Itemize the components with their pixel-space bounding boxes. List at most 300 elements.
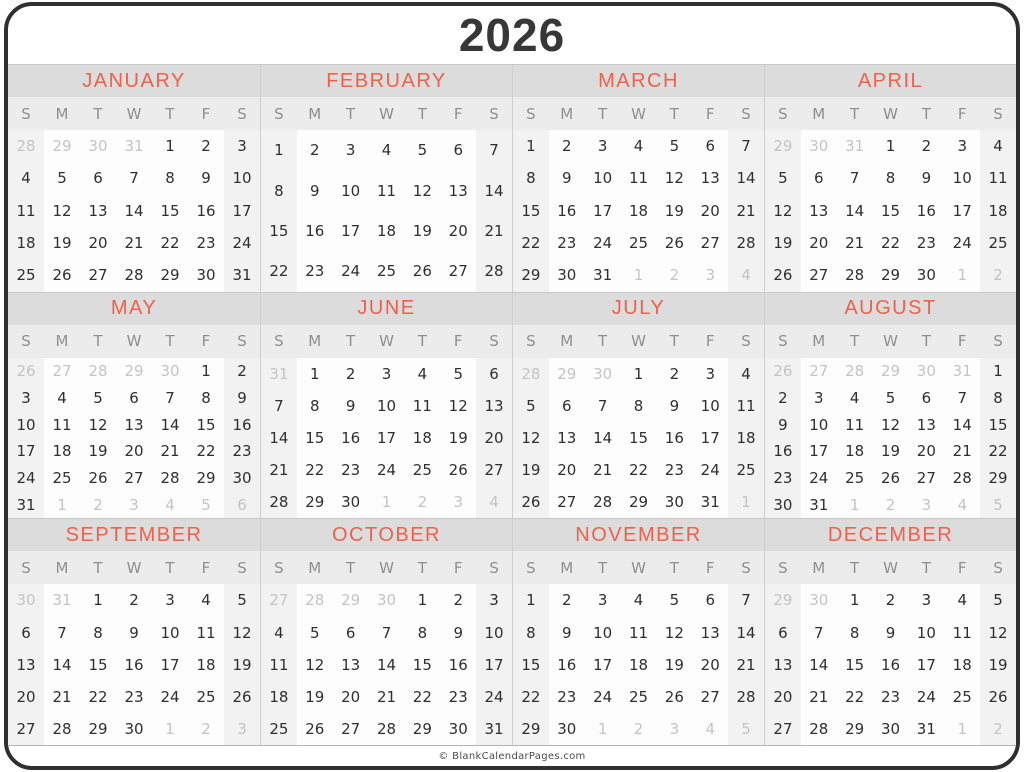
day-cell: 10 xyxy=(944,162,980,194)
day-cell-adjacent-month: 30 xyxy=(8,584,44,616)
day-cell: 1 xyxy=(621,358,657,390)
week-row xyxy=(765,492,1016,519)
day-cell: 26 xyxy=(656,227,692,259)
weekday-label: T xyxy=(669,332,679,351)
day-cell: 5 xyxy=(765,162,801,194)
day-cell-adjacent-month: 27 xyxy=(44,358,80,385)
day-cell: 11 xyxy=(944,616,980,648)
day-cell-adjacent-month: 5 xyxy=(188,492,224,519)
weekday-label: M xyxy=(55,332,69,351)
weekday-label: S xyxy=(993,104,1003,123)
day-cell: 18 xyxy=(188,649,224,681)
day-cell: 27 xyxy=(692,227,728,259)
weekday-label: S xyxy=(274,104,284,123)
day-cell: 1 xyxy=(837,584,873,616)
day-cell-adjacent-month: 1 xyxy=(621,259,657,291)
day-cell: 22 xyxy=(188,438,224,465)
day-cell: 15 xyxy=(837,649,873,681)
day-cell: 1 xyxy=(980,358,1016,385)
day-cell: 18 xyxy=(8,227,44,259)
day-cell: 17 xyxy=(944,195,980,227)
day-cell: 4 xyxy=(44,384,80,411)
day-cell: 1 xyxy=(873,130,909,162)
day-cell: 14 xyxy=(261,422,297,454)
day-cell: 26 xyxy=(224,681,260,713)
day-cell: 6 xyxy=(476,358,512,390)
day-cell: 11 xyxy=(621,616,657,648)
weekday-header-row xyxy=(765,325,1016,358)
day-cell: 30 xyxy=(549,713,585,745)
weekday-label: S xyxy=(526,332,536,351)
week-row xyxy=(261,358,512,390)
day-cell: 4 xyxy=(837,384,873,411)
month-panel xyxy=(8,518,260,745)
weekday-label: S xyxy=(274,332,284,351)
day-cell: 25 xyxy=(404,454,440,486)
day-cell: 3 xyxy=(908,584,944,616)
day-cell: 29 xyxy=(152,259,188,291)
day-cell: 13 xyxy=(765,649,801,681)
day-cell: 30 xyxy=(656,486,692,518)
month-name: AUGUST xyxy=(844,297,937,320)
week-row xyxy=(765,259,1016,291)
week-row xyxy=(513,227,764,259)
day-cell: 24 xyxy=(333,251,369,291)
day-cell-adjacent-month: 31 xyxy=(261,358,297,390)
weekday-header-row xyxy=(261,551,512,584)
day-cell: 24 xyxy=(224,227,260,259)
day-cell: 6 xyxy=(692,584,728,616)
day-cell: 22 xyxy=(80,681,116,713)
day-cell: 28 xyxy=(44,713,80,745)
title-bar xyxy=(8,6,1016,64)
day-cell: 7 xyxy=(152,384,188,411)
weekday-label: S xyxy=(741,104,751,123)
week-row xyxy=(513,713,764,745)
day-cell: 30 xyxy=(765,492,801,519)
week-row xyxy=(261,130,512,170)
day-cell: 10 xyxy=(476,616,512,648)
day-cell: 20 xyxy=(333,681,369,713)
day-cell: 16 xyxy=(333,422,369,454)
day-cell: 2 xyxy=(440,584,476,616)
week-row xyxy=(261,616,512,648)
day-cell: 8 xyxy=(980,384,1016,411)
day-cell: 4 xyxy=(8,162,44,194)
day-cell: 18 xyxy=(944,649,980,681)
weekday-label: T xyxy=(921,558,931,577)
day-cell: 24 xyxy=(692,454,728,486)
week-row xyxy=(8,384,260,411)
day-cell: 19 xyxy=(656,649,692,681)
weekday-label: W xyxy=(379,332,394,351)
day-cell: 25 xyxy=(261,713,297,745)
day-cell: 22 xyxy=(513,227,549,259)
weekday-label: T xyxy=(346,104,356,123)
day-cell: 12 xyxy=(873,411,909,438)
weekday-label: W xyxy=(883,332,898,351)
day-cell-adjacent-month: 1 xyxy=(728,486,764,518)
day-cell: 2 xyxy=(333,358,369,390)
day-cell-adjacent-month: 2 xyxy=(404,486,440,518)
day-cell: 1 xyxy=(513,130,549,162)
day-cell: 21 xyxy=(116,227,152,259)
month-panel xyxy=(512,292,764,519)
weekday-label: W xyxy=(379,558,394,577)
day-cell: 19 xyxy=(980,649,1016,681)
month-header xyxy=(765,65,1016,97)
page-title: 2026 xyxy=(458,9,566,61)
day-cell: 6 xyxy=(116,384,152,411)
weekday-label: T xyxy=(346,332,356,351)
day-cell: 28 xyxy=(728,681,764,713)
day-cell: 10 xyxy=(585,616,621,648)
weekday-header-row xyxy=(8,551,260,584)
week-row xyxy=(8,162,260,194)
day-cell-adjacent-month: 1 xyxy=(152,713,188,745)
day-cell: 7 xyxy=(116,162,152,194)
day-cell: 23 xyxy=(224,438,260,465)
day-cell: 29 xyxy=(837,713,873,745)
weekday-label: T xyxy=(165,332,175,351)
day-cell: 19 xyxy=(440,422,476,454)
month-panel xyxy=(512,518,764,745)
week-row xyxy=(8,411,260,438)
day-cell: 3 xyxy=(585,584,621,616)
week-row xyxy=(513,486,764,518)
day-cell: 27 xyxy=(116,465,152,492)
day-cell: 10 xyxy=(369,390,405,422)
week-row xyxy=(513,422,764,454)
day-cell: 13 xyxy=(549,422,585,454)
day-cell: 10 xyxy=(801,411,837,438)
day-cell: 26 xyxy=(80,465,116,492)
day-cell: 31 xyxy=(8,492,44,519)
day-cell: 7 xyxy=(369,616,405,648)
month-name: OCTOBER xyxy=(331,523,442,546)
weekday-header-row xyxy=(8,325,260,358)
month-grid xyxy=(765,130,1016,292)
weekday-header-row xyxy=(261,325,512,358)
weekday-header-row xyxy=(8,97,260,130)
week-row xyxy=(261,713,512,745)
weekday-label: T xyxy=(921,332,931,351)
day-cell: 12 xyxy=(656,162,692,194)
day-cell: 24 xyxy=(369,454,405,486)
week-row xyxy=(765,358,1016,385)
day-cell: 7 xyxy=(944,384,980,411)
day-cell: 4 xyxy=(944,584,980,616)
week-row xyxy=(8,584,260,616)
month-panel xyxy=(764,65,1016,292)
weekday-label: W xyxy=(883,558,898,577)
day-cell: 21 xyxy=(369,681,405,713)
day-cell: 5 xyxy=(656,584,692,616)
month-grid xyxy=(8,130,260,292)
month-header xyxy=(8,519,260,551)
day-cell: 30 xyxy=(116,713,152,745)
day-cell: 5 xyxy=(980,584,1016,616)
day-cell: 6 xyxy=(801,162,837,194)
week-row xyxy=(8,713,260,745)
weekday-label: T xyxy=(598,558,608,577)
weekday-label: T xyxy=(598,104,608,123)
day-cell: 9 xyxy=(224,384,260,411)
day-cell: 2 xyxy=(765,384,801,411)
day-cell: 12 xyxy=(80,411,116,438)
day-cell-adjacent-month: 3 xyxy=(908,492,944,519)
day-cell: 30 xyxy=(333,486,369,518)
day-cell: 14 xyxy=(152,411,188,438)
day-cell: 28 xyxy=(369,713,405,745)
weekday-label: F xyxy=(201,558,211,577)
day-cell: 11 xyxy=(44,411,80,438)
day-cell: 17 xyxy=(476,649,512,681)
day-cell: 8 xyxy=(513,616,549,648)
day-cell: 24 xyxy=(152,681,188,713)
weekday-label: F xyxy=(705,558,715,577)
day-cell-adjacent-month: 1 xyxy=(837,492,873,519)
day-cell: 8 xyxy=(873,162,909,194)
day-cell-adjacent-month: 29 xyxy=(765,130,801,162)
day-cell: 5 xyxy=(80,384,116,411)
day-cell: 3 xyxy=(224,130,260,162)
day-cell: 8 xyxy=(297,390,333,422)
day-cell-adjacent-month: 3 xyxy=(656,713,692,745)
day-cell: 10 xyxy=(152,616,188,648)
day-cell: 15 xyxy=(297,422,333,454)
day-cell: 27 xyxy=(692,681,728,713)
day-cell: 20 xyxy=(476,422,512,454)
day-cell: 23 xyxy=(549,681,585,713)
month-name: SEPTEMBER xyxy=(65,523,203,546)
day-cell-adjacent-month: 2 xyxy=(621,713,657,745)
day-cell-adjacent-month: 30 xyxy=(801,130,837,162)
day-cell: 23 xyxy=(549,227,585,259)
day-cell: 28 xyxy=(801,713,837,745)
day-cell: 15 xyxy=(188,411,224,438)
day-cell: 23 xyxy=(188,227,224,259)
day-cell: 9 xyxy=(549,616,585,648)
month-name: FEBRUARY xyxy=(326,69,447,92)
day-cell-adjacent-month: 30 xyxy=(585,358,621,390)
day-cell: 9 xyxy=(333,390,369,422)
day-cell-adjacent-month: 29 xyxy=(44,130,80,162)
month-name: MAY xyxy=(110,297,158,320)
day-cell: 11 xyxy=(8,195,44,227)
week-row xyxy=(8,259,260,291)
month-header xyxy=(261,519,512,551)
day-cell-adjacent-month: 29 xyxy=(765,584,801,616)
day-cell: 12 xyxy=(44,195,80,227)
day-cell: 12 xyxy=(224,616,260,648)
day-cell: 3 xyxy=(152,584,188,616)
weekday-label: M xyxy=(812,104,826,123)
day-cell: 1 xyxy=(404,584,440,616)
day-cell: 16 xyxy=(908,195,944,227)
day-cell: 30 xyxy=(549,259,585,291)
day-cell: 11 xyxy=(404,390,440,422)
day-cell: 28 xyxy=(728,227,764,259)
weekday-label: T xyxy=(417,558,427,577)
week-row xyxy=(765,438,1016,465)
day-cell: 30 xyxy=(188,259,224,291)
week-row xyxy=(765,616,1016,648)
month-grid xyxy=(8,584,260,745)
day-cell: 22 xyxy=(873,227,909,259)
day-cell: 13 xyxy=(440,170,476,210)
day-cell: 8 xyxy=(513,162,549,194)
week-row xyxy=(261,681,512,713)
weekday-label: T xyxy=(93,332,103,351)
weekday-label: T xyxy=(165,104,175,123)
day-cell-adjacent-month: 4 xyxy=(728,259,764,291)
day-cell: 9 xyxy=(908,162,944,194)
day-cell-adjacent-month: 29 xyxy=(333,584,369,616)
day-cell: 29 xyxy=(188,465,224,492)
day-cell: 27 xyxy=(476,454,512,486)
day-cell: 12 xyxy=(765,195,801,227)
weekday-label: S xyxy=(237,104,247,123)
day-cell: 20 xyxy=(801,227,837,259)
day-cell: 4 xyxy=(621,584,657,616)
day-cell: 7 xyxy=(801,616,837,648)
day-cell-adjacent-month: 28 xyxy=(8,130,44,162)
week-row xyxy=(261,211,512,251)
day-cell: 13 xyxy=(476,390,512,422)
day-cell: 2 xyxy=(549,130,585,162)
day-cell: 9 xyxy=(656,390,692,422)
day-cell: 26 xyxy=(440,454,476,486)
day-cell: 22 xyxy=(837,681,873,713)
day-cell: 9 xyxy=(440,616,476,648)
week-row xyxy=(8,438,260,465)
month-grid xyxy=(8,358,260,519)
weekday-label: T xyxy=(850,104,860,123)
day-cell: 20 xyxy=(549,454,585,486)
day-cell: 22 xyxy=(404,681,440,713)
month-name: JUNE xyxy=(357,297,416,320)
day-cell: 18 xyxy=(980,195,1016,227)
day-cell-adjacent-month: 2 xyxy=(980,713,1016,745)
month-panel xyxy=(260,518,512,745)
day-cell: 5 xyxy=(656,130,692,162)
day-cell: 21 xyxy=(801,681,837,713)
weekday-label: W xyxy=(631,558,646,577)
week-row xyxy=(513,130,764,162)
day-cell: 4 xyxy=(369,130,405,170)
day-cell-adjacent-month: 4 xyxy=(152,492,188,519)
day-cell: 29 xyxy=(513,259,549,291)
day-cell: 18 xyxy=(261,681,297,713)
weekday-label: M xyxy=(308,104,322,123)
day-cell: 6 xyxy=(692,130,728,162)
week-row xyxy=(765,130,1016,162)
day-cell: 28 xyxy=(261,486,297,518)
month-panel xyxy=(764,518,1016,745)
weekday-label: S xyxy=(778,558,788,577)
weekday-label: M xyxy=(308,332,322,351)
weekday-label: S xyxy=(274,558,284,577)
day-cell: 9 xyxy=(549,162,585,194)
day-cell: 15 xyxy=(152,195,188,227)
weekday-label: F xyxy=(201,332,211,351)
day-cell: 27 xyxy=(801,259,837,291)
day-cell: 28 xyxy=(944,465,980,492)
day-cell: 11 xyxy=(837,411,873,438)
weekday-label: T xyxy=(93,104,103,123)
day-cell: 14 xyxy=(369,649,405,681)
day-cell: 3 xyxy=(944,130,980,162)
month-panel xyxy=(8,292,260,519)
weekday-label: S xyxy=(21,332,31,351)
week-row xyxy=(513,584,764,616)
day-cell: 5 xyxy=(873,384,909,411)
day-cell: 12 xyxy=(440,390,476,422)
calendar-sheet xyxy=(4,2,1020,770)
weekday-label: T xyxy=(669,104,679,123)
day-cell: 20 xyxy=(692,195,728,227)
day-cell: 10 xyxy=(8,411,44,438)
day-cell: 9 xyxy=(873,616,909,648)
day-cell-adjacent-month: 1 xyxy=(944,259,980,291)
weekday-label: W xyxy=(126,558,142,577)
day-cell-adjacent-month: 26 xyxy=(8,358,44,385)
day-cell-adjacent-month: 3 xyxy=(692,259,728,291)
day-cell: 17 xyxy=(908,649,944,681)
weekday-label: S xyxy=(237,558,247,577)
day-cell: 31 xyxy=(801,492,837,519)
week-row xyxy=(765,465,1016,492)
day-cell-adjacent-month: 30 xyxy=(152,358,188,385)
day-cell: 14 xyxy=(44,649,80,681)
week-row xyxy=(261,584,512,616)
day-cell: 20 xyxy=(8,681,44,713)
week-row xyxy=(261,486,512,518)
day-cell: 25 xyxy=(980,227,1016,259)
day-cell: 14 xyxy=(728,616,764,648)
week-row xyxy=(8,649,260,681)
weekday-label: F xyxy=(453,558,463,577)
weekday-label: T xyxy=(417,332,427,351)
day-cell-adjacent-month: 5 xyxy=(728,713,764,745)
day-cell: 13 xyxy=(801,195,837,227)
day-cell: 8 xyxy=(152,162,188,194)
day-cell: 1 xyxy=(152,130,188,162)
day-cell: 19 xyxy=(44,227,80,259)
day-cell: 27 xyxy=(8,713,44,745)
day-cell: 13 xyxy=(908,411,944,438)
weekday-header-row xyxy=(261,97,512,130)
day-cell: 6 xyxy=(80,162,116,194)
day-cell: 4 xyxy=(261,616,297,648)
day-cell: 15 xyxy=(513,649,549,681)
day-cell: 21 xyxy=(837,227,873,259)
week-row xyxy=(261,170,512,210)
day-cell: 23 xyxy=(297,251,333,291)
day-cell: 20 xyxy=(692,649,728,681)
day-cell: 18 xyxy=(621,649,657,681)
day-cell: 26 xyxy=(513,486,549,518)
weekday-label: S xyxy=(489,558,499,577)
week-row xyxy=(765,649,1016,681)
day-cell: 21 xyxy=(728,195,764,227)
day-cell: 16 xyxy=(440,649,476,681)
day-cell: 25 xyxy=(621,227,657,259)
day-cell-adjacent-month: 31 xyxy=(44,584,80,616)
day-cell-adjacent-month: 27 xyxy=(261,584,297,616)
weekday-label: T xyxy=(346,558,356,577)
